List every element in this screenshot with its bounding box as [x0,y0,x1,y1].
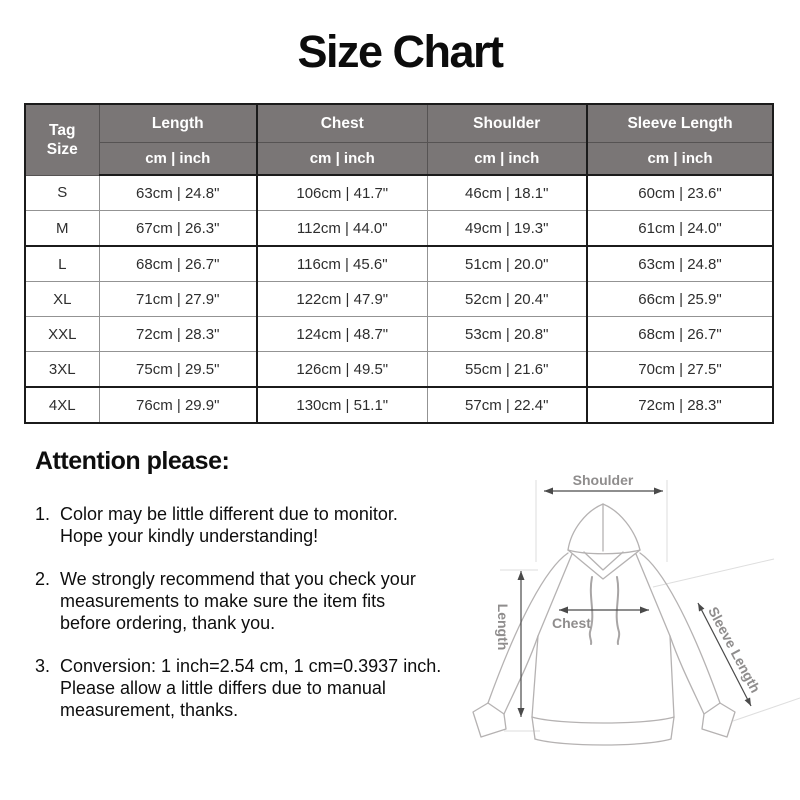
cell-size: L [25,246,99,282]
cell-sleeve: 66cm | 25.9" [587,282,773,317]
header-shoulder: Shoulder [427,104,587,143]
cell-size: S [25,175,99,211]
note-text [60,503,398,547]
note-line: Hope your kindly understanding! [60,526,319,546]
page-title: Size Chart [297,26,503,77]
cell-shoulder: 52cm | 20.4" [427,282,587,317]
note-line: Conversion: 1 inch=2.54 cm, 1 cm=0.3937 inch. [60,656,442,676]
note-line: measurements to make sure the item fits [60,591,386,611]
cell-sleeve: 61cm | 24.0" [587,211,773,247]
cell-shoulder: 55cm | 21.6" [427,352,587,388]
table-row-xxl [25,317,773,352]
table-row-l [25,246,773,282]
cell-size: 3XL [25,352,99,388]
cell-sleeve: 63cm | 24.8" [587,246,773,282]
note-line: Please allow a little differs due to manual [60,678,386,698]
cell-shoulder: 49cm | 19.3" [427,211,587,247]
note-line: We strongly recommend that you check your [60,569,416,589]
attention-section [35,447,460,742]
cell-shoulder: 51cm | 20.0" [427,246,587,282]
cell-size: XL [25,282,99,317]
size-chart-table [24,103,774,424]
chest-label: Chest [552,615,591,631]
header-sleeve-length: Sleeve Length [587,104,773,143]
cell-chest: 124cm | 48.7" [257,317,427,352]
cell-sleeve: 60cm | 23.6" [587,175,773,211]
note-item-1 [35,503,460,547]
cell-chest: 106cm | 41.7" [257,175,427,211]
cell-shoulder: 46cm | 18.1" [427,175,587,211]
header-tag-line1: Tag [49,121,76,139]
cell-sleeve: 72cm | 28.3" [587,387,773,423]
table-row-m [25,211,773,247]
header-length: Length [99,104,257,143]
note-item-3 [35,655,460,721]
cell-size: 4XL [25,387,99,423]
cell-length: 72cm | 28.3" [99,317,257,352]
attention-heading: Attention please: [35,447,230,475]
cell-size: M [25,211,99,247]
units-shoulder: cm | inch [427,143,587,176]
cell-chest: 130cm | 51.1" [257,387,427,423]
units-sleeve: cm | inch [587,143,773,176]
header-tag-line2: Size [46,140,78,158]
table-row-4xl [25,387,773,423]
note-line: before ordering, thank you. [60,613,276,633]
note-number: 3. [35,656,51,676]
cell-length: 75cm | 29.5" [99,352,257,388]
length-label: Length [495,603,511,651]
extension-guide-lines [500,480,800,731]
length-arrow [518,571,525,717]
note-text [60,655,441,721]
hoodie-sketch [473,504,735,745]
cell-sleeve: 70cm | 27.5" [587,352,773,388]
chest-arrow [559,607,649,614]
cell-shoulder: 53cm | 20.8" [427,317,587,352]
cell-length: 76cm | 29.9" [99,387,257,423]
cell-chest: 126cm | 49.5" [257,352,427,388]
table-header-row [25,104,773,143]
note-number: 1. [35,504,51,524]
header-chest: Chest [257,104,427,143]
cell-sleeve: 68cm | 26.7" [587,317,773,352]
table-row-xl [25,282,773,317]
cell-length: 68cm | 26.7" [99,246,257,282]
units-length: cm | inch [99,143,257,176]
cell-length: 63cm | 24.8" [99,175,257,211]
shoulder-arrow [544,488,663,495]
note-text [60,568,416,634]
table-row-s [25,175,773,211]
units-chest: cm | inch [257,143,427,176]
note-line: Color may be little different due to monitor. [60,504,398,524]
cell-chest: 112cm | 44.0" [257,211,427,247]
cell-chest: 116cm | 45.6" [257,246,427,282]
sleeve-length-label: Sleeve Length [705,603,764,696]
table-row-3xl [25,352,773,388]
cell-length: 71cm | 27.9" [99,282,257,317]
cell-shoulder: 57cm | 22.4" [427,387,587,423]
cell-length: 67cm | 26.3" [99,211,257,247]
note-number: 2. [35,569,51,589]
shoulder-label: Shoulder [572,472,634,488]
table-units-row [25,143,773,176]
cell-chest: 122cm | 47.9" [257,282,427,317]
header-tag-size [25,104,99,175]
note-line: measurement, thanks. [60,700,239,720]
hoodie-measurement-diagram [440,440,800,800]
cell-size: XXL [25,317,99,352]
note-item-2 [35,568,460,634]
